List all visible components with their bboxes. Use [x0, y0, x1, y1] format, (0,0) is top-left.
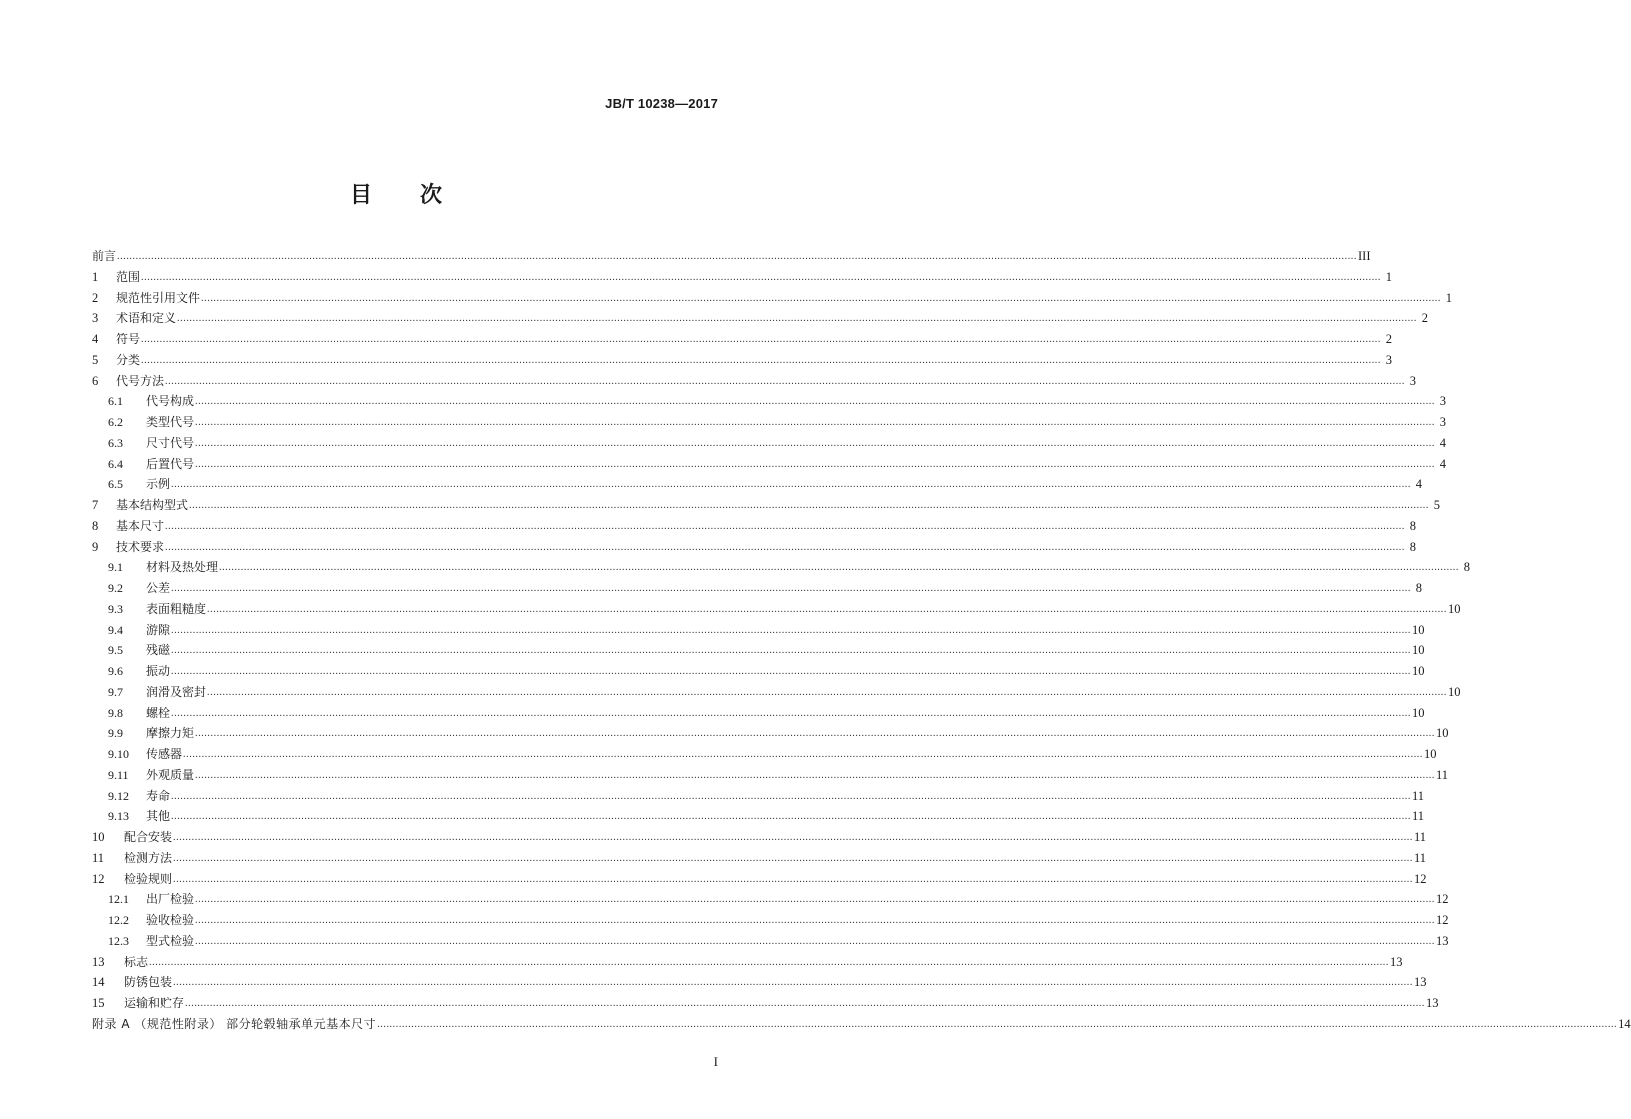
toc-entry[interactable] [92, 371, 1417, 392]
toc-entry-page: 8 [1415, 581, 1423, 595]
toc-leader-dots: ................................................................................................................................................................................................................................................................................................................................................................................................................ [207, 603, 1448, 615]
toc-leader-dots: ................................................................................................................................................................................................................................................................................................................................................................................................................ [201, 292, 1442, 304]
toc-leader-dots: ................................................................................................................................................................................................................................................................................................................................................................................................................ [195, 437, 1436, 449]
toc-entry[interactable] [92, 889, 1449, 910]
toc-entry-label: 材料及热处理 [146, 560, 219, 575]
toc-leader-dots: ................................................................................................................................................................................................................................................................................................................................................................................................................ [173, 832, 1414, 843]
toc-entry-label: 振动 [146, 664, 171, 678]
toc-entry-number: 11 [92, 850, 105, 865]
toc-leader-dots: ................................................................................................................................................................................................................................................................................................................................................................................................................ [165, 541, 1406, 553]
toc-entry[interactable] [92, 848, 1427, 869]
toc-entry-label: 防锈包装 [124, 975, 173, 990]
toc-leader-dots: ................................................................................................................................................................................................................................................................................................................................................................................................................ [117, 251, 1358, 262]
table-of-contents [92, 246, 1631, 1035]
toc-entry-number: 9.11 [108, 767, 129, 782]
toc-entry[interactable] [92, 246, 1371, 267]
toc-entry-number: 10 [92, 830, 105, 844]
toc-leader-dots: ................................................................................................................................................................................................................................................................................................................................................................................................................ [195, 894, 1436, 906]
toc-entry-label: 游隙 [146, 622, 171, 637]
toc-entry-label: 尺寸代号 [146, 435, 195, 450]
toc-entry-page: 4 [1439, 435, 1447, 450]
toc-entry-label: 标志 [124, 954, 149, 969]
toc-entry[interactable] [92, 350, 1393, 371]
toc-entry-page: 11 [1414, 830, 1427, 844]
toc-entry-number: 9.2 [108, 581, 123, 595]
toc-entry-page: 11 [1412, 788, 1425, 803]
toc-leader-dots: ................................................................................................................................................................................................................................................................................................................................................................................................................ [171, 624, 1412, 636]
toc-leader-dots: ................................................................................................................................................................................................................................................................................................................................................................................................................ [171, 707, 1412, 719]
toc-entry-label: 附录 A （规范性附录） 部分轮毂轴承单元基本尺寸 [92, 1016, 377, 1031]
toc-leader-dots: ................................................................................................................................................................................................................................................................................................................................................................................................................ [165, 520, 1406, 532]
toc-entry-number: 12 [92, 871, 105, 886]
toc-entry[interactable] [92, 495, 1441, 516]
toc-leader-dots: ................................................................................................................................................................................................................................................................................................................................................................................................................ [171, 583, 1412, 594]
toc-entry-number: 1 [92, 269, 99, 284]
toc-entry-number: 6.5 [108, 477, 123, 492]
toc-leader-dots: ................................................................................................................................................................................................................................................................................................................................................................................................................ [219, 562, 1460, 574]
toc-entry[interactable] [92, 329, 1393, 350]
toc-entry-label: 代号方法 [116, 373, 165, 388]
toc-entry-number: 6.3 [108, 435, 123, 450]
toc-entry-label: 残磁 [146, 643, 171, 658]
toc-entry-page: 3 [1409, 373, 1417, 388]
toc-entry-page: 11 [1436, 767, 1449, 782]
toc-entry-label: 配合安装 [124, 830, 173, 844]
toc-entry-label: 示例 [146, 477, 171, 492]
toc-leader-dots: ................................................................................................................................................................................................................................................................................................................................................................................................................ [141, 334, 1382, 345]
toc-entry-label: 验收检验 [146, 913, 195, 927]
toc-entry[interactable] [92, 682, 1461, 703]
toc-entry[interactable] [92, 910, 1449, 931]
toc-entry[interactable] [92, 537, 1417, 558]
toc-entry-number: 6.4 [108, 456, 123, 471]
toc-entry-number: 9.4 [108, 622, 123, 637]
toc-entry-label: 型式检验 [146, 933, 195, 948]
toc-entry-page: 10 [1412, 622, 1425, 637]
toc-entry-number: 9.9 [108, 726, 123, 741]
toc-entry-number: 8 [92, 518, 99, 533]
toc-entry-page: 13 [1426, 996, 1439, 1010]
toc-entry-number: 9 [92, 539, 99, 554]
toc-entry[interactable] [92, 620, 1425, 641]
toc-entry[interactable] [92, 1014, 1631, 1035]
toc-leader-dots: ................................................................................................................................................................................................................................................................................................................................................................................................................ [173, 977, 1414, 989]
title-char-1: 目 [349, 183, 372, 208]
toc-entry[interactable] [92, 557, 1471, 578]
toc-entry-number: 9.10 [108, 747, 129, 761]
toc-leader-dots: ................................................................................................................................................................................................................................................................................................................................................................................................................ [171, 811, 1412, 823]
toc-entry-page: 8 [1409, 539, 1417, 554]
page-number: I [713, 1054, 718, 1069]
toc-entry-page: 3 [1439, 394, 1447, 409]
toc-entry[interactable] [92, 474, 1423, 495]
toc-leader-dots: ................................................................................................................................................................................................................................................................................................................................................................................................................ [165, 375, 1406, 387]
toc-entry[interactable] [92, 454, 1447, 475]
toc-entry[interactable] [92, 931, 1449, 952]
toc-entry-page: 12 [1436, 892, 1449, 907]
toc-entry-label: 其他 [146, 809, 171, 824]
toc-entry-page: 2 [1421, 311, 1429, 326]
toc-entry-label: 基本尺寸 [116, 518, 165, 533]
standard-code: JB/T 10238—2017 [605, 96, 718, 111]
toc-entry-page: 4 [1415, 477, 1423, 492]
toc-leader-dots: ................................................................................................................................................................................................................................................................................................................................................................................................................ [141, 354, 1382, 366]
toc-entry[interactable] [92, 640, 1425, 661]
toc-entry-number: 12.2 [108, 913, 129, 927]
toc-entry-label: 出厂检验 [146, 892, 195, 907]
toc-entry-label: 后置代号 [146, 456, 195, 471]
toc-entry-label: 代号构成 [146, 394, 195, 409]
toc-entry-page: 4 [1439, 456, 1447, 471]
toc-entry-label: 外观质量 [146, 767, 195, 782]
toc-entry-page: 11 [1412, 809, 1425, 824]
toc-entry-number: 6 [92, 373, 99, 388]
toc-entry-label: 螺栓 [146, 705, 171, 720]
toc-entry[interactable] [92, 267, 1393, 288]
toc-entry-label: 传感器 [146, 747, 183, 761]
toc-entry-page: 8 [1409, 518, 1417, 533]
toc-entry-page: 11 [1414, 850, 1427, 865]
toc-leader-dots: ................................................................................................................................................................................................................................................................................................................................................................................................................ [195, 458, 1436, 470]
toc-entry-number: 13 [92, 954, 105, 969]
toc-entry-label: 公差 [146, 581, 171, 595]
toc-entry-label: 术语和定义 [116, 311, 177, 326]
toc-entry-page: III [1358, 249, 1371, 263]
toc-leader-dots: ................................................................................................................................................................................................................................................................................................................................................................................................................ [177, 313, 1418, 325]
toc-entry[interactable] [92, 993, 1439, 1014]
toc-entry[interactable] [92, 661, 1425, 682]
toc-entry-label: 摩擦力矩 [146, 726, 195, 741]
toc-entry-number: 9.5 [108, 643, 123, 658]
toc-entry[interactable] [92, 806, 1425, 827]
toc-leader-dots: ................................................................................................................................................................................................................................................................................................................................................................................................................ [195, 417, 1436, 428]
toc-entry[interactable] [92, 391, 1447, 412]
toc-entry-number: 2 [92, 290, 99, 305]
title-char-2: 次 [420, 183, 443, 208]
toc-entry-page: 10 [1412, 643, 1425, 658]
toc-entry-page: 10 [1448, 601, 1461, 616]
toc-entry-label: 润滑及密封 [146, 684, 207, 699]
toc-entry-label: 运输和贮存 [124, 996, 185, 1010]
toc-entry-page: 10 [1412, 705, 1425, 720]
toc-entry-page: 5 [1433, 498, 1441, 512]
toc-entry-page: 10 [1412, 664, 1425, 678]
toc-entry-page: 3 [1385, 352, 1393, 367]
toc-entry-number: 9.12 [108, 788, 129, 803]
toc-entry-number: 9.13 [108, 809, 129, 824]
toc-entry-number: 9.6 [108, 664, 123, 678]
toc-entry-page: 13 [1414, 975, 1427, 990]
toc-entry-number: 6.2 [108, 415, 123, 429]
toc-entry[interactable] [92, 412, 1447, 433]
page-title [0, 178, 792, 209]
toc-entry[interactable] [92, 827, 1427, 848]
toc-entry[interactable] [92, 433, 1447, 454]
toc-entry-number: 5 [92, 352, 99, 367]
toc-entry[interactable] [92, 765, 1449, 786]
toc-entry-page: 14 [1618, 1016, 1631, 1031]
toc-leader-dots: ................................................................................................................................................................................................................................................................................................................................................................................................................ [185, 998, 1426, 1009]
toc-leader-dots: ................................................................................................................................................................................................................................................................................................................................................................................................................ [207, 686, 1448, 698]
toc-leader-dots: ................................................................................................................................................................................................................................................................................................................................................................................................................ [173, 873, 1414, 885]
toc-entry[interactable] [92, 952, 1403, 973]
toc-entry-label: 表面粗糙度 [146, 601, 207, 616]
toc-entry-page: 10 [1424, 747, 1437, 761]
toc-entry-page: 8 [1463, 560, 1471, 575]
toc-entry-page: 13 [1436, 933, 1449, 948]
toc-entry-number: 15 [92, 996, 105, 1010]
toc-entry-label: 检验规则 [124, 871, 173, 886]
toc-entry-label: 基本结构型式 [116, 498, 189, 512]
toc-leader-dots: ................................................................................................................................................................................................................................................................................................................................................................................................................ [377, 1018, 1618, 1030]
toc-entry-number: 14 [92, 975, 105, 990]
toc-entry-label: 规范性引用文件 [116, 290, 201, 305]
toc-entry-page: 10 [1436, 726, 1449, 741]
toc-entry-label: 类型代号 [146, 415, 195, 429]
toc-entry-number: 9.1 [108, 560, 123, 575]
toc-entry-number: 4 [92, 332, 99, 346]
toc-entry[interactable] [92, 516, 1417, 537]
toc-leader-dots: ................................................................................................................................................................................................................................................................................................................................................................................................................ [195, 935, 1436, 947]
toc-entry-page: 3 [1439, 415, 1447, 429]
toc-entry-page: 1 [1445, 290, 1453, 305]
toc-entry-page: 12 [1414, 871, 1427, 886]
toc-entry-number: 7 [92, 498, 99, 512]
toc-entry-label: 寿命 [146, 788, 171, 803]
toc-entry[interactable] [92, 288, 1453, 309]
toc-entry-page: 12 [1436, 913, 1449, 927]
toc-entry[interactable] [92, 744, 1437, 765]
toc-entry-number: 12.3 [108, 933, 129, 948]
toc-entry[interactable] [92, 578, 1423, 599]
toc-entry-label: 检测方法 [124, 850, 173, 865]
toc-entry-number: 3 [92, 311, 99, 326]
toc-leader-dots: ................................................................................................................................................................................................................................................................................................................................................................................................................ [171, 479, 1412, 491]
toc-entry-page: 13 [1390, 954, 1403, 969]
toc-entry-number: 9.7 [108, 684, 123, 699]
toc-leader-dots: ................................................................................................................................................................................................................................................................................................................................................................................................................ [195, 769, 1436, 781]
toc-leader-dots: ................................................................................................................................................................................................................................................................................................................................................................................................................ [183, 749, 1424, 760]
toc-entry[interactable] [92, 723, 1449, 744]
toc-entry-label: 分类 [116, 352, 141, 367]
toc-entry[interactable] [92, 308, 1429, 329]
toc-entry-number: 12.1 [108, 892, 129, 907]
toc-leader-dots: ................................................................................................................................................................................................................................................................................................................................................................................................................ [171, 790, 1412, 802]
toc-entry-number: 6.1 [108, 394, 123, 409]
toc-entry-label: 范围 [116, 269, 141, 284]
toc-leader-dots: ................................................................................................................................................................................................................................................................................................................................................................................................................ [141, 271, 1382, 283]
toc-leader-dots: ................................................................................................................................................................................................................................................................................................................................................................................................................ [149, 956, 1390, 968]
toc-leader-dots: ................................................................................................................................................................................................................................................................................................................................................................................................................ [195, 915, 1436, 926]
toc-entry-label: 符号 [116, 332, 141, 346]
toc-entry[interactable] [92, 869, 1427, 890]
toc-entry-page: 2 [1385, 332, 1393, 346]
toc-entry[interactable] [92, 703, 1425, 724]
toc-entry[interactable] [92, 972, 1427, 993]
toc-leader-dots: ................................................................................................................................................................................................................................................................................................................................................................................................................ [195, 396, 1436, 408]
toc-leader-dots: ................................................................................................................................................................................................................................................................................................................................................................................................................ [173, 852, 1414, 864]
toc-leader-dots: ................................................................................................................................................................................................................................................................................................................................................................................................................ [195, 728, 1436, 740]
toc-leader-dots: ................................................................................................................................................................................................................................................................................................................................................................................................................ [189, 500, 1430, 511]
toc-entry[interactable] [92, 599, 1461, 620]
toc-entry-number: 9.8 [108, 705, 123, 720]
toc-entry[interactable] [92, 786, 1425, 807]
toc-leader-dots: ................................................................................................................................................................................................................................................................................................................................................................................................................ [171, 645, 1412, 657]
toc-leader-dots: ................................................................................................................................................................................................................................................................................................................................................................................................................ [171, 666, 1412, 677]
toc-entry-page: 1 [1385, 269, 1393, 284]
toc-entry-label: 前言 [92, 249, 117, 263]
toc-entry-page: 10 [1448, 684, 1461, 699]
toc-entry-number: 9.3 [108, 601, 123, 616]
toc-entry-label: 技术要求 [116, 539, 165, 554]
